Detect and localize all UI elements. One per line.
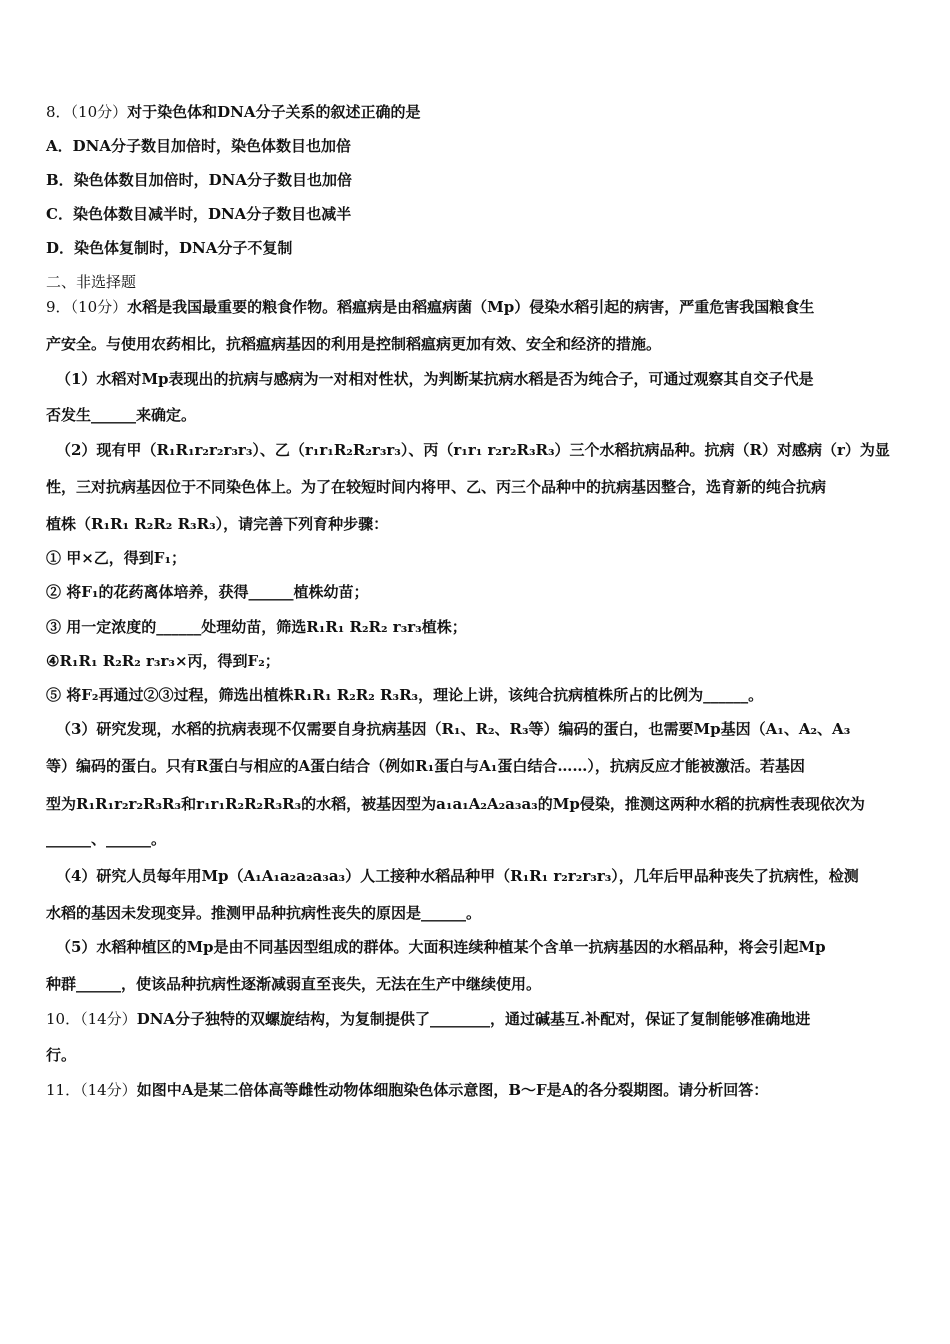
q9-part4-line2: 水稻的基因未发现变异。推测甲品种抗病性丧失的原因是______。: [46, 904, 482, 922]
q9-part1-line1: （1）水稻对Mp表现出的抗病与感病为一对相对性状，为判断某抗病水稻是否为纯合子，可通过观察其自交子代是: [56, 370, 814, 388]
q9-part3-line2: 等）编码的蛋白。只有R蛋白与相应的A蛋白结合（例如R₁蛋白与A₁蛋白结合……），抗病反应才能被激活。若基因: [46, 757, 805, 775]
q9-part3-line3: 型为R₁R₁r₂r₂R₃R₃和r₁r₁R₂R₂R₃R₃的水稻，被基因型为a₁a₁A₂A₂a₃a₃的Mp侵染，推测这两种水稻的抗病性表现依次为: [46, 795, 865, 813]
q9-stem-line2: 产安全。与使用农药相比，抗稻瘟病基因的利用是控制稻瘟病更加有效、安全和经济的措施。: [46, 335, 662, 353]
q9-part2-line1: （2）现有甲（R₁R₁r₂r₂r₃r₃）、乙（r₁r₁R₂R₂r₃r₃）、丙（r₁r₁ r₂r₂R₃R₃）三个水稻抗病品种。抗病（R）对感病（r）为显: [56, 441, 890, 459]
q9-part1-line2: 否发生______来确定。: [46, 406, 197, 424]
q11-stem: 11．（14分）如图中A是某二倍体高等雌性动物体细胞染色体示意图，B～F是A的各分裂期图。请分析回答：: [46, 1081, 769, 1099]
q9-part5-line1: （5）水稻种植区的Mp是由不同基因型组成的群体。大面积连续种植某个含单一抗病基因的水稻品种，将会引起Mp: [56, 938, 826, 956]
q9-part3-line4: ______、______。: [46, 830, 167, 848]
q9-part3-line1: （3）研究发现，水稻的抗病表现不仅需要自身抗病基因（R₁、R₂、R₃等）编码的蛋白，也需要Mp基因（A₁、A₂、A₃: [56, 720, 851, 738]
q9-stem-line1: 9．（10分）水稻是我国最重要的粮食作物。稻瘟病是由稻瘟病菌（Mp）侵染水稻引起的病害，严重危害我国粮食生: [46, 298, 815, 316]
q8-option-a: A．DNA分子数目加倍时，染色体数目也加倍: [46, 137, 351, 155]
q9-part2-line2: 性，三对抗病基因位于不同染色体上。为了在较短时间内将甲、乙、丙三个品种中的抗病基因整合，选育新的纯合抗病: [46, 478, 827, 496]
q10-stem-line1: 10．（14分）DNA分子独特的双螺旋结构，为复制提供了________，通过碱基互.补配对，保证了复制能够准确地进: [46, 1010, 811, 1028]
q9-step5: ⑤ 将F₂再通过②③过程，筛选出植株R₁R₁ R₂R₂ R₃R₃，理论上讲，该纯合抗病植株所占的比例为______。: [46, 686, 764, 704]
q10-stem-line2: 行。: [46, 1046, 77, 1064]
q9-part2-line3: 植株（R₁R₁ R₂R₂ R₃R₃），请完善下列育种步骤：: [46, 515, 389, 533]
q9-part5-line2: 种群______，使该品种抗病性逐渐减弱直至丧失，无法在生产中继续使用。: [46, 975, 542, 993]
q9-step4: ④R₁R₁ R₂R₂ r₃r₃×丙，得到F₂；: [46, 652, 280, 670]
q9-part4-line1: （4）研究人员每年用Mp（A₁A₁a₂a₂a₃a₃）人工接种水稻品种甲（R₁R₁ r₂r₂r₃r₃），几年后甲品种丧失了抗病性，检测: [56, 867, 859, 885]
q8-option-c: C．染色体数目减半时，DNA分子数目也减半: [46, 205, 352, 223]
q8-option-d: D．染色体复制时，DNA分子不复制: [46, 239, 293, 257]
q9-step3: ③ 用一定浓度的______处理幼苗，筛选R₁R₁ R₂R₂ r₃r₃植株；: [46, 618, 467, 636]
q9-step1: ① 甲×乙，得到F₁；: [46, 549, 187, 567]
section-heading: 二、非选择题: [46, 273, 137, 291]
q9-step2: ② 将F₁的花药离体培养，获得______植株幼苗；: [46, 583, 369, 601]
q8-option-b: B．染色体数目加倍时，DNA分子数目也加倍: [46, 171, 353, 189]
q8-stem: 8．（10分）对于染色体和DNA分子关系的叙述正确的是: [46, 103, 421, 121]
